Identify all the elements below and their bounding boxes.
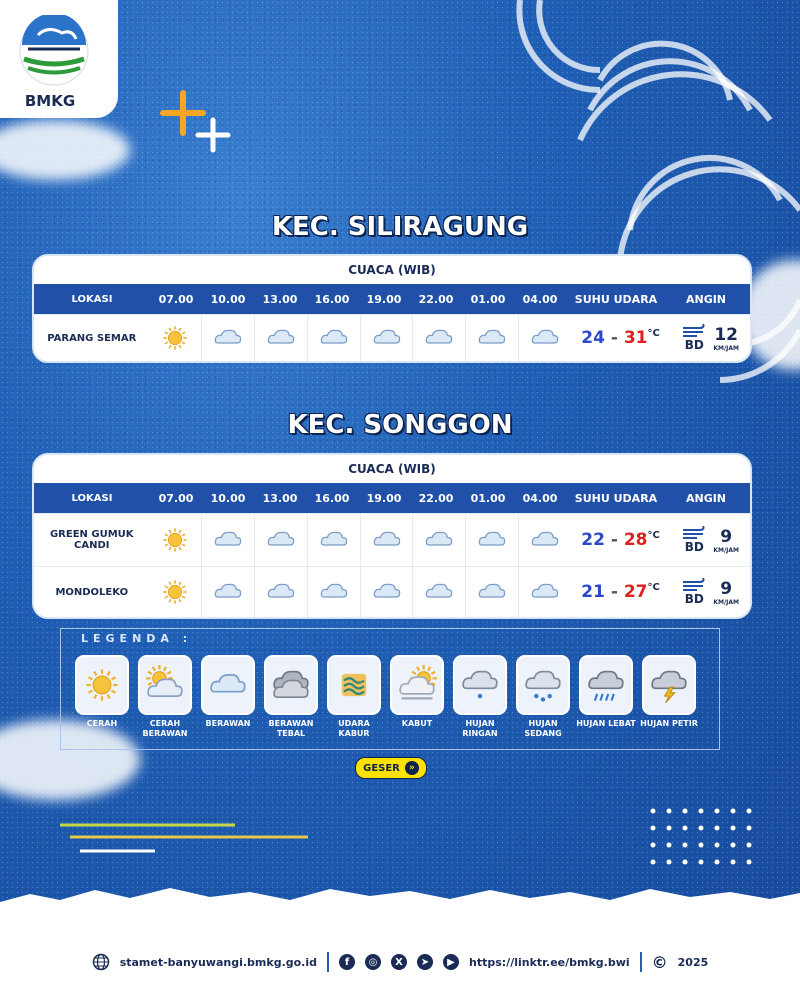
wind-unit: KM/JAM [713, 598, 739, 606]
cloud-icon [208, 665, 248, 705]
cloud-icon [372, 577, 402, 607]
location-name: MONDOLEKO [55, 586, 129, 598]
temp-min: 24 [581, 328, 605, 348]
wind-unit: KM/JAM [713, 546, 739, 554]
wind-direction: BD [684, 592, 704, 606]
chevron-right-icon: » [405, 761, 419, 775]
cloud-icon [213, 525, 243, 555]
cloud-icon [424, 323, 454, 353]
temp-min: 21 [581, 582, 605, 602]
table-row [34, 513, 750, 566]
legend-label: HUJAN LEBAT [576, 719, 636, 728]
wind-speed: 9 [720, 578, 733, 599]
wind [670, 578, 750, 606]
moderate-rain-icon [523, 665, 563, 705]
sun-icon [160, 577, 190, 607]
geser-label: GESER [363, 762, 400, 774]
location-name: PARANG SEMAR [47, 332, 137, 344]
wind-direction: BD [684, 540, 704, 554]
thunderstorm-icon [649, 665, 689, 705]
geser-button[interactable] [355, 757, 427, 779]
legend-item [386, 655, 448, 729]
location-name: GREEN GUMUK CANDI [49, 529, 134, 551]
bmkg-logo [0, 0, 118, 118]
col-time: 19.00 [366, 292, 402, 306]
cloud-icon [213, 577, 243, 607]
x-icon[interactable]: X [391, 954, 407, 970]
table-row [34, 566, 750, 617]
decorative-lines [60, 820, 320, 860]
cloud-icon [213, 323, 243, 353]
col-time: 10.00 [210, 491, 246, 505]
divider [640, 952, 642, 972]
legend-item [71, 655, 133, 729]
plus-decoration-icon [158, 88, 238, 158]
temp-min: 22 [581, 530, 605, 550]
table-header [34, 284, 750, 314]
cloud-icon [530, 525, 560, 555]
decorative-dots [648, 806, 758, 868]
wind-icon [681, 526, 707, 540]
col-angin: ANGIN [685, 292, 727, 306]
col-time: 16.00 [314, 491, 350, 505]
legend-item [323, 655, 385, 739]
temp-unit: °C [647, 582, 660, 593]
col-lokasi: LOKASI [71, 293, 113, 305]
forecast-panel [32, 453, 752, 619]
col-suhu: SUHU UDARA [574, 491, 658, 505]
cloud-icon [266, 525, 296, 555]
col-angin: ANGIN [685, 491, 727, 505]
divider [327, 952, 329, 972]
bmkg-emblem-icon [18, 15, 90, 87]
wind-direction: BD [684, 338, 704, 352]
temp-unit: °C [647, 530, 660, 541]
wind-speed: 9 [720, 526, 733, 547]
legend-item [134, 655, 196, 739]
legend [60, 628, 720, 750]
cloud-icon [477, 525, 507, 555]
temp-max: 27 [623, 582, 648, 602]
panel-header: CUACA (WIB) [348, 462, 436, 476]
wind-speed: 12 [714, 324, 738, 345]
copyright-year: 2025 [677, 955, 709, 969]
legend-item [260, 655, 322, 739]
wind-unit: KM/JAM [713, 344, 739, 352]
cloud-icon [477, 323, 507, 353]
cloud-icon [319, 323, 349, 353]
legend-label: UDARA KABUR [338, 719, 370, 738]
legend-title: LEGENDA : [81, 632, 193, 645]
panel-header: CUACA (WIB) [348, 263, 436, 277]
logo-text: BMKG [24, 92, 76, 110]
legend-label: KABUT [401, 719, 433, 728]
legend-item [512, 655, 574, 739]
table-header [34, 483, 750, 513]
cloud-icon [266, 577, 296, 607]
col-time: 13.00 [262, 292, 298, 306]
copyright-icon: © [651, 952, 668, 972]
telegram-icon[interactable]: ➤ [417, 954, 433, 970]
light-rain-icon [460, 665, 500, 705]
legend-label: CERAH [86, 719, 118, 728]
temperature: $22 - 28^{^\circ C}$ [581, 530, 660, 550]
cloud-icon [424, 525, 454, 555]
section-title: KEC. SILIRAGUNG [271, 212, 529, 242]
partly-cloudy-icon [145, 665, 185, 705]
col-suhu: SUHU UDARA [574, 292, 658, 306]
col-time: 13.00 [262, 491, 298, 505]
cloud-icon [372, 525, 402, 555]
footer-row [0, 952, 800, 972]
haze-icon [334, 665, 374, 705]
legend-item [638, 655, 700, 729]
fog-icon [397, 665, 437, 705]
col-time: 22.00 [418, 491, 454, 505]
youtube-icon[interactable]: ▶ [443, 954, 459, 970]
sun-icon [82, 665, 122, 705]
col-time: 01.00 [470, 292, 506, 306]
col-time: 04.00 [522, 292, 558, 306]
overcast-icon [271, 665, 311, 705]
cloud-icon [477, 577, 507, 607]
cloud-icon [266, 323, 296, 353]
instagram-icon[interactable]: ◎ [365, 954, 381, 970]
website-link[interactable]: stamet-banyuwangi.bmkg.go.id [119, 955, 318, 969]
table-row [34, 314, 750, 361]
wind [670, 324, 750, 352]
legend-label: HUJAN RINGAN [462, 719, 498, 738]
col-time: 07.00 [158, 491, 194, 505]
col-time: 01.00 [470, 491, 506, 505]
col-time: 10.00 [210, 292, 246, 306]
temperature: $21 - 27^{^\circ C}$ [581, 582, 660, 602]
temp-max: 31 [623, 328, 648, 348]
sun-icon [160, 323, 190, 353]
legend-label: HUJAN SEDANG [524, 719, 562, 738]
legend-label: CERAH BERAWAN [142, 719, 188, 738]
col-time: 16.00 [314, 292, 350, 306]
temperature: $24 - 31^{^\circ C}$ [581, 328, 660, 348]
forecast-panel [32, 254, 752, 363]
col-time: 07.00 [158, 292, 194, 306]
cloud-icon [530, 323, 560, 353]
legend-label: HUJAN PETIR [640, 719, 698, 728]
temp-unit: °C [647, 328, 660, 339]
footer [0, 915, 800, 1000]
wind-icon [681, 578, 707, 592]
facebook-icon[interactable]: f [339, 954, 355, 970]
globe-icon [92, 953, 110, 971]
sun-icon [160, 525, 190, 555]
legend-item [449, 655, 511, 739]
cloud-icon [530, 577, 560, 607]
col-time: 19.00 [366, 491, 402, 505]
linktree-link[interactable]: https://linktr.ee/bmkg.bwi [469, 955, 630, 969]
col-lokasi: LOKASI [71, 492, 113, 504]
legend-label: BERAWAN [205, 719, 251, 728]
cloud-icon [372, 323, 402, 353]
temp-max: 28 [623, 530, 648, 550]
torn-paper-edge [0, 880, 800, 920]
section-title: KEC. SONGGON [287, 410, 513, 440]
cloud-icon [424, 577, 454, 607]
col-time: 04.00 [522, 491, 558, 505]
heavy-rain-icon [586, 665, 626, 705]
col-time: 22.00 [418, 292, 454, 306]
cloud-icon [319, 577, 349, 607]
legend-label: BERAWAN TEBAL [268, 719, 314, 738]
legend-item [575, 655, 637, 729]
wind [670, 526, 750, 554]
wind-icon [681, 324, 707, 338]
cloud-icon [319, 525, 349, 555]
legend-item [197, 655, 259, 729]
